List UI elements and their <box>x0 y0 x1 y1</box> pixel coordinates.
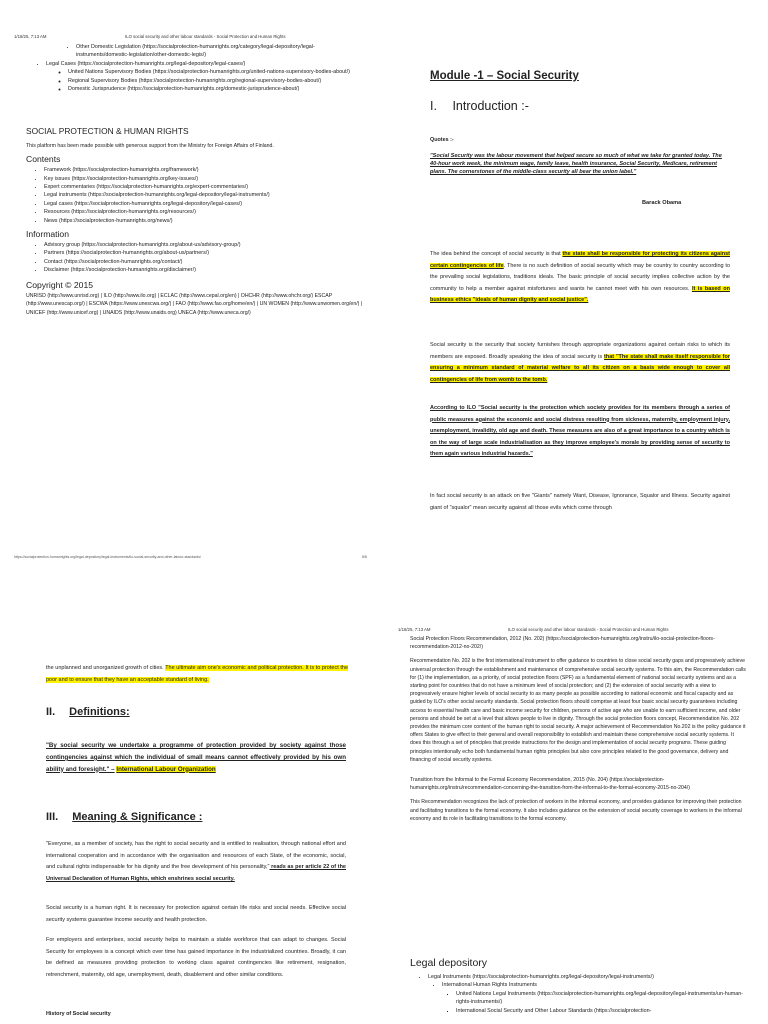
nav-other-domestic-link[interactable]: • Other Domestic Legislation (https://socialprotection-humanrights.org/category/legal-depository/legal-instruments/domestic-legislation/other-domestic-legis/) <box>76 43 366 60</box>
text-run: Social security is the security that society furnishes through appropriate organizations against certain risks to which its members are exposed. Broadly speaking the idea of social security is <box>430 342 730 360</box>
r202-description: Recommendation No. 202 is the first international instrument to offer guidance to countries to close social security gaps and progressively achieve universal protection through the establishment and maintenance of comprehensive social security systems. To this aim, the Recommendation calls for (1) the implementation, as a priority, of social protection floors (SPF) as a fundamental element of national social security systems and as a starting point for countries that do not have a minimum level of social protection; and (2) the extension of social security with a view to progressively ensure higher levels of social security to as many people as possible according to national economic and fiscal capacity and as guided by ILO's other social security standards. Social protection floors should comprise at least four basic social security guarantees including access to essential health care and basic income security for children, persons of active age who are unable to earn sufficient income, and older persons and should be set at a level that allows people to live in dignity. Through the social protection floors concept, Recommendation No. 202 provides the minimum core content of the human right to social security. A major achievement of Recommendation No.202 is the policy guidance it offers States to give effect to their general and overall responsibility to establish and maintain these comprehensive social security systems. It does this through a set of principles that provide instructions for the design and implementation of social security programs. These guiding principles intentionally echo both fundamental human rights principles but also core principles related to the good governance, delivery and financing of social security systems. <box>410 658 746 763</box>
paragraph-social-security-idea <box>430 249 730 307</box>
page-top-left <box>0 0 384 560</box>
meaning-heading <box>46 811 202 823</box>
information-link[interactable]: • Contact (https://socialprotection-humanrights.org/contact/) <box>44 258 366 266</box>
r202-link[interactable]: Social Protection Floors Recommendation, 2012 (No. 202) (https://socialprotection-humanrights.org/instru/ilo-social-protection-floors-recommendation-2012-no-202/) <box>410 636 715 651</box>
text-run: the unplanned and unorganized growth of cities. <box>46 665 166 671</box>
nav-legal-cases-link[interactable]: Legal Cases (https://socialprotection-humanrights.org/legal-depository/legal-cases/) <box>46 60 246 67</box>
nav-domestic-juris-link[interactable]: ◦ Domestic Jurisprudence (https://socialprotection-humanrights.org/domestic-jurisprudence-about/) <box>68 85 366 93</box>
legal-depository-tree <box>410 973 746 1015</box>
information-list <box>26 241 366 275</box>
ilo-definition-quote <box>46 740 346 775</box>
section-number: III. <box>46 811 59 823</box>
page-footer-number: 8/8 <box>362 555 367 559</box>
text-run: "Everyone, as a member of society, has the right to social security and is entitled to realisation, through national effort and international cooperation and in accordance with the organisation and resources of each State, of the economic, social, and cultural rights indispensable for his dignity and the free development of his personality," <box>46 841 346 871</box>
intl-hr-instruments-label: International Human Rights Instruments <box>442 982 537 989</box>
text-run: . There is no such definition of social security which may be country to country according to the prevailing social legislations, traditions ideals. The basic principle of social security implies collective action by the community to help a member against misfortunes and wants he cannot meet with his own resources. <box>430 262 730 292</box>
highlight-text: The ultimate aim one's economic and political protection. It is to protect the poor and to ensure that they have an acceptable standard of living. <box>46 665 348 683</box>
paragraph-cities <box>46 663 348 686</box>
section-title: Meaning & Significance : <box>72 811 203 823</box>
highlight-text: that "The state shall make itself responsible for ensuring a minimum standard of material welfare to all its citizen on a basis wide enough to cover all contingencies of life from womb to the tomb. <box>430 353 731 383</box>
section-title: Definitions: <box>69 706 130 718</box>
obama-quote: "Social Security was the labour movement that helped secure so much of what we take for granted today. The 40-hour work week, the minimum wage, family leave, health insurance, Social Security, Medicare, retirement plans. The cornerstones of the middle-class security all bear the union label." <box>430 153 722 176</box>
paragraph-five-giants: In fact social security is an attack on five "Giants" namely Want, Disease, Ignorance, Squalor and Illness. Security against giant of "squalor" mean security against all those evils which come through <box>430 493 730 511</box>
document-page-module <box>384 0 768 560</box>
page-header-title: ILO social security and other labour standards - Social Protection and Human Rights <box>508 627 669 632</box>
document-page-definitions <box>0 560 384 1024</box>
section-intro-heading <box>430 99 541 113</box>
legal-instruments-link[interactable]: Legal Instruments (https://socialprotection-humanrights.org/legal-depository/legal-instruments/) <box>428 974 654 980</box>
quote-source: International Labour Organization <box>116 765 216 773</box>
section-number: I. <box>430 99 437 113</box>
contents-link[interactable]: • News (https://socialprotection-humanrights.org/news/) <box>44 217 366 225</box>
paragraph-social-security-definition <box>430 340 730 386</box>
quote-author: Barack Obama <box>642 200 682 206</box>
r204-link[interactable]: Transition from the Informal to the Formal Economy Recommendation, 2015 (No. 204) (https://socialprotection-humanrights.org/instru/recommendation-concerning-the-transition-from-the-informal-to-the-formal-economy-2015-no-204/) <box>410 777 690 792</box>
quote-text: "By social security we undertake a programme of protection provided by society against those contingencies against which the individual of small means cannot effectively provided by his own ability and foresight." – <box>46 742 346 773</box>
r204-description: This Recommendation recognizes the lack of protection of workers in the informal economy, and provides guidance for improving their protection and facilitating transitions to the formal economy. It also includes guidance on the extension of social security coverage to workers in the informal economy and its role in facilitating transitions to the formal economy. <box>410 799 742 822</box>
information-link[interactable]: • Advisory group (https://socialprotection-humanrights.org/about-us/advisory-group/) <box>44 241 366 249</box>
contents-link[interactable]: • Framework (https://socialprotection-humanrights.org/framework/) <box>44 166 366 174</box>
section-number: II. <box>46 706 56 718</box>
nav-un-bodies-link[interactable]: ◦ United Nations Supervisory Bodies (https://socialprotection-humanrights.org/united-nations-supervisory-bodies-about/) <box>68 68 366 76</box>
contents-link[interactable]: • Legal instruments (https://socialprotection-humanrights.org/legal-depository/legal-instruments/) <box>44 191 366 199</box>
support-text: This platform has been made possible with generous support from the Ministry for Foreign Affairs of Finland. <box>26 143 274 149</box>
nav-tree <box>26 43 366 93</box>
contents-link[interactable]: • Key issues (https://socialprotection-humanrights.org/key-issues/) <box>44 175 366 183</box>
partners-line[interactable]: UNRISD (http://www.unrisd.org) | ILO (http://www.ilo.org) | ECLAC (http://www.cepal.org/en) | OHCHR (http://www.ohchr.org/) ESCAP (http://www.unescap.org/) | ESCWA (https://www.unescwa.org/) | FAO (http://www.fao.org/home/en/) | UN WOMEN (http://www.unwomen.org/en/) | UNICEF (http://www.unicef.org) | UNAIDS (http://www.unaids.org) UNECA (http://www.uneca.org/) <box>26 292 363 316</box>
paragraph-employers: For employers and enterprises, social security helps to maintain a stable workforce that can adapt to changes. Social Security for employees is a concept which over time has gained importance in the industrialized countries. Broadly, it can be defined as measures providing protection to working class against contingencies like retirement, resignation, retrenchment, maternity, old age, unemployment, death, disablement and other similar conditions. <box>46 937 346 978</box>
page-header-title: ILO social security and other labour standards - Social Protection and Human Rights <box>125 34 286 39</box>
text-run: The idea behind the concept of social security is that <box>430 251 563 257</box>
contents-link[interactable]: • Resources (https://socialprotection-humanrights.org/resources/) <box>44 208 366 216</box>
legal-depository-heading: Legal depository <box>410 957 488 969</box>
intl-social-security-link[interactable]: ▪ International Social Security and Other Labour Standards (https://socialprotection- <box>456 1007 746 1015</box>
nav-regional-bodies-link[interactable]: ◦ Regional Supervisory Bodies (https://socialprotection-humanrights.org/regional-supervisory-bodies-about/) <box>68 77 366 85</box>
page-header-date: 1/18/25, 7:13 AM <box>14 34 47 39</box>
paragraph-human-right: Social security is a human right. It is necessary for protection against certain life risks and social needs. Effective social security systems guarantee income security and health protection. <box>46 905 346 923</box>
contents-link[interactable]: • Expert commentaries (https://socialprotection-humanrights.org/expert-commentaries/) <box>44 183 366 191</box>
site-title: SOCIAL PROTECTION & HUMAN RIGHTS <box>26 126 189 136</box>
footer-section <box>26 126 366 319</box>
highlight-text: the state shall be responsible for protecting its citizens against certain contingencies of life <box>430 251 730 269</box>
highlight-text: It is based on business ethics "ideals of human dignity and social justice". <box>430 285 730 304</box>
definitions-heading <box>46 706 130 718</box>
page-bottom-right <box>384 560 768 1024</box>
section-title: Introduction :- <box>452 99 529 113</box>
contents-heading: Contents <box>26 154 61 165</box>
quotes-label: Quotes :- <box>430 137 454 143</box>
paragraph-ilo-definition <box>430 403 730 461</box>
information-link[interactable]: • Partners (https://socialprotection-humanrights.org/about-us/partners/) <box>44 249 366 257</box>
copyright: Copyright © 2015 <box>26 279 94 290</box>
page-footer-url: https://socialprotection-humanrights.org/legal-depository/legal-instruments/ilo-social-security-and-other-labour-standards/ <box>14 555 201 559</box>
history-heading: History of Social security <box>46 1011 111 1017</box>
module-title: Module -1 – Social Security <box>430 70 579 82</box>
bold-underline-text: According to ILO "Social security is the protection which society provides for its members through a series of public measures against the economic and social distress resulting from sickness, maternity, employment injury, unemployment, invalidity, old age and death. These measures are also of a great importance to a country which is on the way of large scale industrialisation as they improve employee's morale by providing sense of security to them again various industrial hazards." <box>430 405 730 458</box>
bold-underline-text: reads as per article 22 of the Universal Declaration of Human Rights, which enshrines social security. <box>46 864 346 882</box>
contents-link[interactable]: • Legal cases (https://socialprotection-humanrights.org/legal-depository/legal-cases/) <box>44 200 366 208</box>
page-header-date: 1/18/25, 7:13 AM <box>398 627 431 632</box>
un-legal-instruments-link[interactable]: ▪ United Nations Legal Instruments (https://socialprotection-humanrights.org/legal-depository/legal-instruments/un-human-rights-instruments/) <box>456 990 746 1007</box>
information-heading: Information <box>26 229 69 240</box>
paragraph-udhr <box>46 839 346 885</box>
information-link[interactable]: • Disclaimer (https://socialprotection-humanrights.org/disclaimer/) <box>44 266 366 274</box>
recommendations-section <box>410 635 746 825</box>
contents-list <box>26 166 366 225</box>
